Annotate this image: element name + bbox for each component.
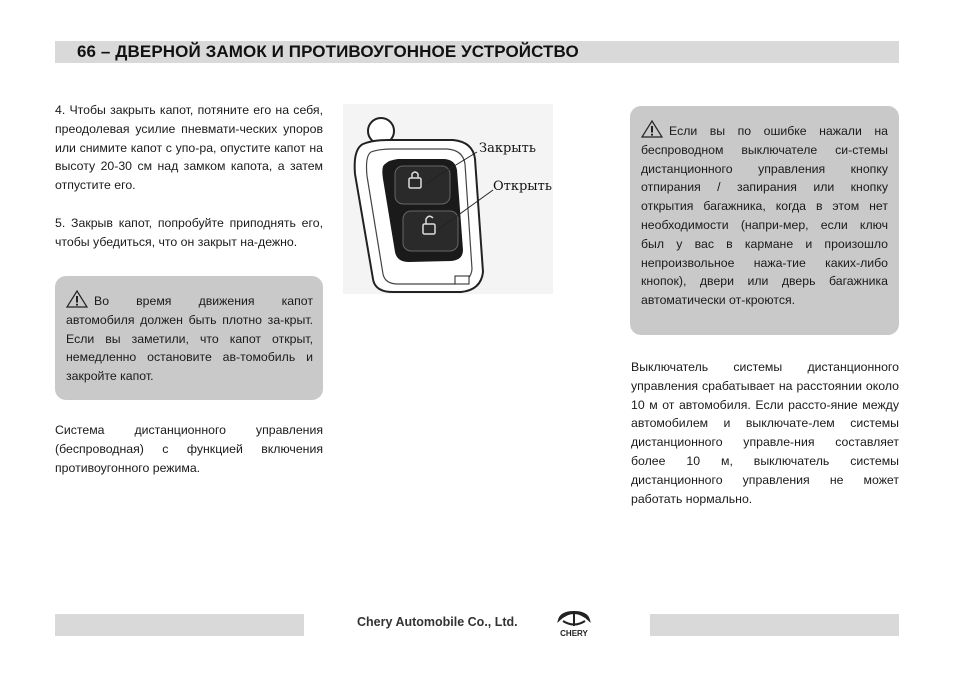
warning-triangle-icon — [641, 120, 663, 138]
chery-logo-icon — [549, 608, 599, 638]
step-5-text: 5. Закрыв капот, попробуйте приподнять его, чтобы убедиться, что он закрыт на-дежно. — [55, 216, 323, 249]
remote-system-text: Система дистанционного управления (беспроводная) с функцией включения противоугонного режима. — [55, 423, 323, 475]
page-title: 66 – ДВЕРНОЙ ЗАМОК И ПРОТИВОУГОННОЕ УСТРОЙСТВО — [77, 42, 579, 61]
warning-box-remote — [630, 106, 899, 335]
label-unlock: Открыть — [493, 179, 552, 194]
footer-bar-right — [650, 614, 899, 636]
key-fob-figure — [343, 104, 553, 294]
warning-triangle-icon — [66, 290, 88, 308]
step-4-text: 4. Чтобы закрыть капот, потяните его на себя, преодолевая усилие пневмати-ческих упоров или снимите капот с упо-ра, опустите капот на высоту 20-30 см над замком капота, а затем отпустите его. — [55, 103, 323, 193]
warning-text-hood: Во время движения капот автомобиля должен быть плотно за-крыт. Если вы заметили, что капот открыт, немедленно остановите ав-томобиль и закройте капот. — [66, 294, 313, 384]
range-text: Выключатель системы дистанционного управления срабатывает на расстоянии около 10 м от автомобиля. Если рассто-яние между автомобилем и выключате-лем системы дистанционного управле-ния составляет более 10 м, выключатель системы дистанционного управления не может работать нормально. — [631, 360, 899, 506]
key-fob-illustration — [343, 104, 553, 294]
warning-box-hood — [55, 276, 323, 400]
footer-company: Chery Automobile Co., Ltd. — [357, 615, 518, 629]
label-lock: Закрыть — [479, 141, 536, 156]
logo-text: CHERY — [560, 629, 588, 638]
footer-bar-left — [55, 614, 304, 636]
warning-text-remote: Если вы по ошибке нажали на беспроводном выключателе си-стемы дистанционного управления кнопку отпирания / запирания или кнопку открытия багажника, когда в этом нет необходимости (напри-мер, если ключ был у вас в кармане и произошло непроизвольное нажа-тие каких-либо кнопок), двери или дверь багажника автоматически от-кроются. — [641, 124, 888, 308]
